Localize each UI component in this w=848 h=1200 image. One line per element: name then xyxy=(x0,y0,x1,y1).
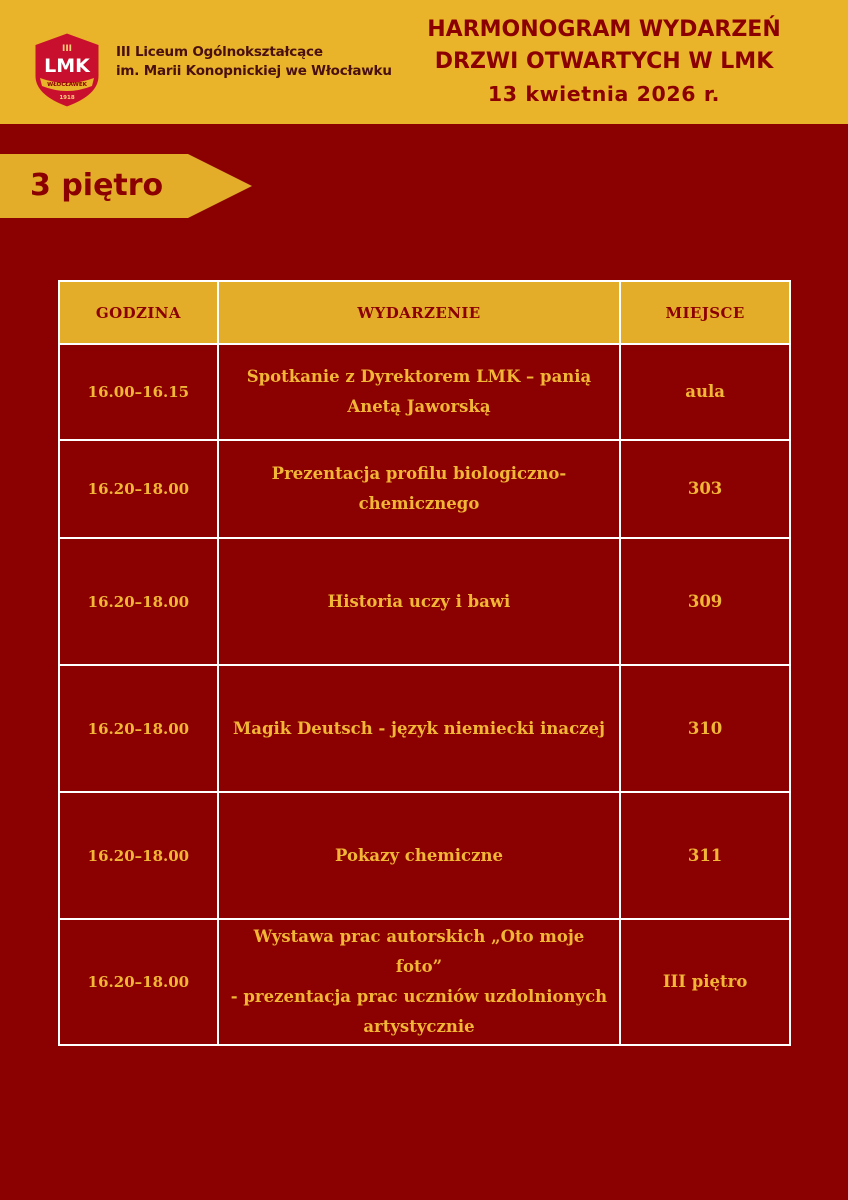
logo-city: WŁOCŁAWEK xyxy=(47,82,87,88)
cell-place: 311 xyxy=(620,792,790,919)
header-miejsce: MIEJSCE xyxy=(620,281,790,344)
table-header-row xyxy=(59,281,790,344)
floor-label: 3 piętro xyxy=(30,168,164,203)
logo-year: 1918 xyxy=(59,95,75,101)
school-name xyxy=(116,43,392,81)
table-row xyxy=(59,344,790,440)
cell-time: 16.20–18.00 xyxy=(59,665,218,792)
table-row xyxy=(59,538,790,665)
cell-time: 16.20–18.00 xyxy=(59,919,218,1045)
page-title xyxy=(402,14,806,110)
event-text-line: artystycznie xyxy=(363,1017,475,1036)
logo-roman: III xyxy=(61,44,73,54)
header-godzina: GODZINA xyxy=(59,281,218,344)
cell-place: 309 xyxy=(620,538,790,665)
table-row xyxy=(59,919,790,1045)
school-name-line1: III Liceum Ogólnokształcące xyxy=(116,44,323,60)
cell-place: III piętro xyxy=(620,919,790,1045)
school-logo xyxy=(30,30,104,110)
cell-place: aula xyxy=(620,344,790,440)
table-row xyxy=(59,792,790,919)
event-text-line: Spotkanie z Dyrektorem LMK – panią xyxy=(246,367,592,386)
cell-time: 16.00–16.15 xyxy=(59,344,218,440)
table-row xyxy=(59,440,790,538)
page-header xyxy=(0,0,848,124)
cell-time: 16.20–18.00 xyxy=(59,440,218,538)
cell-place: 310 xyxy=(620,665,790,792)
event-date: 13 kwietnia 2026 r. xyxy=(487,82,721,106)
school-name-line2: im. Marii Konopnickiej we Włocławku xyxy=(116,63,392,79)
title-line2: DRZWI OTWARTYCH W LMK xyxy=(434,49,774,74)
event-text-line: Wystawa prac autorskich „Oto moje foto” xyxy=(253,927,585,976)
event-text-line: - prezentacja prac uczniów uzdolnionych xyxy=(230,987,608,1006)
event-text-line: Anetą Jaworską xyxy=(347,397,491,416)
cell-time: 16.20–18.00 xyxy=(59,792,218,919)
event-text-line: Prezentacja profilu biologiczno- xyxy=(271,464,567,483)
schedule-table xyxy=(58,280,791,1046)
cell-event xyxy=(218,919,620,1045)
cell-event xyxy=(218,344,620,440)
title-line1: HARMONOGRAM WYDARZEŃ xyxy=(427,17,781,42)
cell-event: Historia uczy i bawi xyxy=(218,538,620,665)
logo-name: LMK xyxy=(44,55,90,77)
cell-event: Pokazy chemiczne xyxy=(218,792,620,919)
cell-event: Magik Deutsch - język niemiecki inaczej xyxy=(218,665,620,792)
header-wydarzenie: WYDARZENIE xyxy=(218,281,620,344)
table-row xyxy=(59,665,790,792)
cell-event xyxy=(218,440,620,538)
event-text-line: chemicznego xyxy=(358,494,480,513)
cell-place: 303 xyxy=(620,440,790,538)
cell-time: 16.20–18.00 xyxy=(59,538,218,665)
